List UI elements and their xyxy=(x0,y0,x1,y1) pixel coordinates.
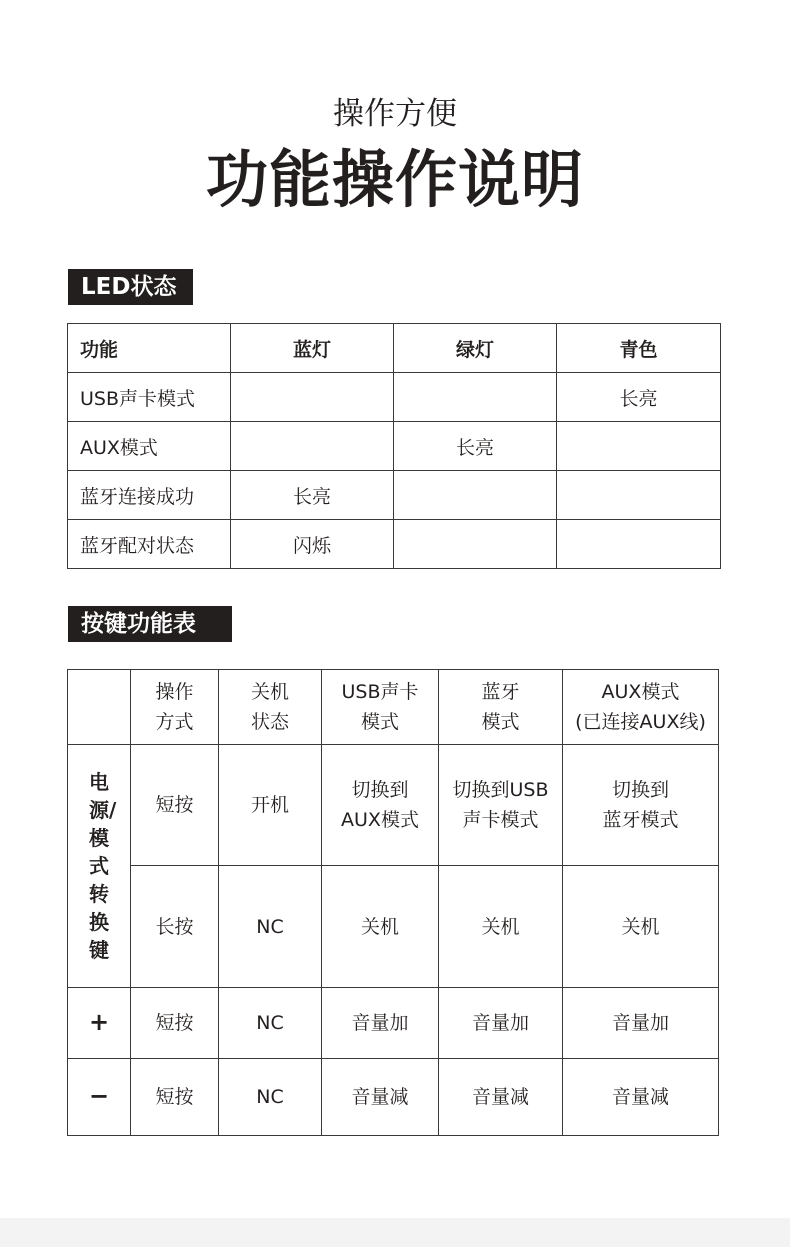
page-subtitle: 操作方便 xyxy=(333,96,457,132)
row-label: USB声卡模式 xyxy=(68,373,231,422)
header-cyan-light: 青色 xyxy=(557,324,721,373)
cell-cyan xyxy=(557,520,721,569)
table-row xyxy=(68,422,721,471)
header-text-line: USB声卡 xyxy=(341,681,419,703)
cell-operation: 短按 xyxy=(131,1059,219,1136)
header-text-line: 状态 xyxy=(250,711,289,733)
header-text-line: 操作 xyxy=(155,681,194,703)
footer-band xyxy=(0,1218,790,1247)
table-row xyxy=(68,988,719,1059)
cell-power-off: NC xyxy=(219,988,322,1059)
key-function-table xyxy=(67,669,719,1136)
cell-usb-mode: 音量加 xyxy=(322,988,439,1059)
row-label: 蓝牙连接成功 xyxy=(68,471,231,520)
header-aux-mode xyxy=(563,670,719,745)
table-header-row xyxy=(68,324,721,373)
cell-text-line: 声卡模式 xyxy=(462,809,539,831)
led-section-tag: LED状态 xyxy=(68,269,193,305)
row-label: 蓝牙配对状态 xyxy=(68,520,231,569)
cell-text-line: 切换到 xyxy=(351,779,409,801)
header-green-light: 绿灯 xyxy=(394,324,557,373)
cell-operation: 短按 xyxy=(131,745,219,866)
header-text-line: (已连接AUX线) xyxy=(575,711,706,733)
cell-aux-mode: 关机 xyxy=(563,866,719,988)
cell-usb-mode xyxy=(322,745,439,866)
cell-blue: 闪烁 xyxy=(231,520,394,569)
cell-power-off: NC xyxy=(219,866,322,988)
row-label: AUX模式 xyxy=(68,422,231,471)
table-header-row xyxy=(68,670,719,745)
cell-power-off: NC xyxy=(219,1059,322,1136)
header-text-line: 关机 xyxy=(250,681,289,703)
cell-text-line: 切换到USB xyxy=(452,779,549,801)
cell-power-off: 开机 xyxy=(219,745,322,866)
plus-icon: + xyxy=(88,1008,110,1036)
cell-usb-mode: 关机 xyxy=(322,866,439,988)
cell-blue xyxy=(231,373,394,422)
header-text-line: 方式 xyxy=(155,711,194,733)
cell-bluetooth-mode: 音量减 xyxy=(439,1059,563,1136)
table-row xyxy=(68,471,721,520)
cell-usb-mode: 音量减 xyxy=(322,1059,439,1136)
minus-icon: − xyxy=(88,1082,110,1110)
cell-bluetooth-mode: 关机 xyxy=(439,866,563,988)
cell-green xyxy=(394,520,557,569)
table-row xyxy=(68,745,719,866)
cell-operation: 长按 xyxy=(131,866,219,988)
header-operation xyxy=(131,670,219,745)
power-mode-key-label xyxy=(68,745,131,988)
header-text-line: 模式 xyxy=(360,711,399,733)
cell-blue: 长亮 xyxy=(231,471,394,520)
cell-green: 长亮 xyxy=(394,422,557,471)
page-title: 功能操作说明 xyxy=(205,143,584,216)
table-row xyxy=(68,1059,719,1136)
header-power-off xyxy=(219,670,322,745)
header-function: 功能 xyxy=(68,324,231,373)
plus-key-label xyxy=(68,988,131,1059)
cell-text-line: 切换到 xyxy=(611,779,669,801)
cell-bluetooth-mode xyxy=(439,745,563,866)
table-row xyxy=(68,373,721,422)
cell-aux-mode: 音量加 xyxy=(563,988,719,1059)
cell-operation: 短按 xyxy=(131,988,219,1059)
table-row xyxy=(68,866,719,988)
cell-blue xyxy=(231,422,394,471)
header-bluetooth-mode xyxy=(439,670,563,745)
header-text-line: AUX模式 xyxy=(601,681,680,703)
cell-green xyxy=(394,471,557,520)
cell-cyan xyxy=(557,471,721,520)
cell-text-line: AUX模式 xyxy=(341,809,419,831)
cell-aux-mode xyxy=(563,745,719,866)
cell-aux-mode: 音量减 xyxy=(563,1059,719,1136)
header-usb-mode xyxy=(322,670,439,745)
header-blue-light: 蓝灯 xyxy=(231,324,394,373)
header-text-line: 模式 xyxy=(481,711,520,733)
cell-green xyxy=(394,373,557,422)
cell-bluetooth-mode: 音量加 xyxy=(439,988,563,1059)
header-blank xyxy=(68,670,131,745)
power-mode-key-text: 电源/模式转换键 xyxy=(89,770,117,962)
key-section-tag: 按键功能表 xyxy=(68,606,232,642)
table-row xyxy=(68,520,721,569)
header-text-line: 蓝牙 xyxy=(481,681,520,703)
minus-key-label xyxy=(68,1059,131,1136)
cell-cyan xyxy=(557,422,721,471)
cell-cyan: 长亮 xyxy=(557,373,721,422)
led-status-table xyxy=(67,323,721,569)
cell-text-line: 蓝牙模式 xyxy=(602,809,679,831)
